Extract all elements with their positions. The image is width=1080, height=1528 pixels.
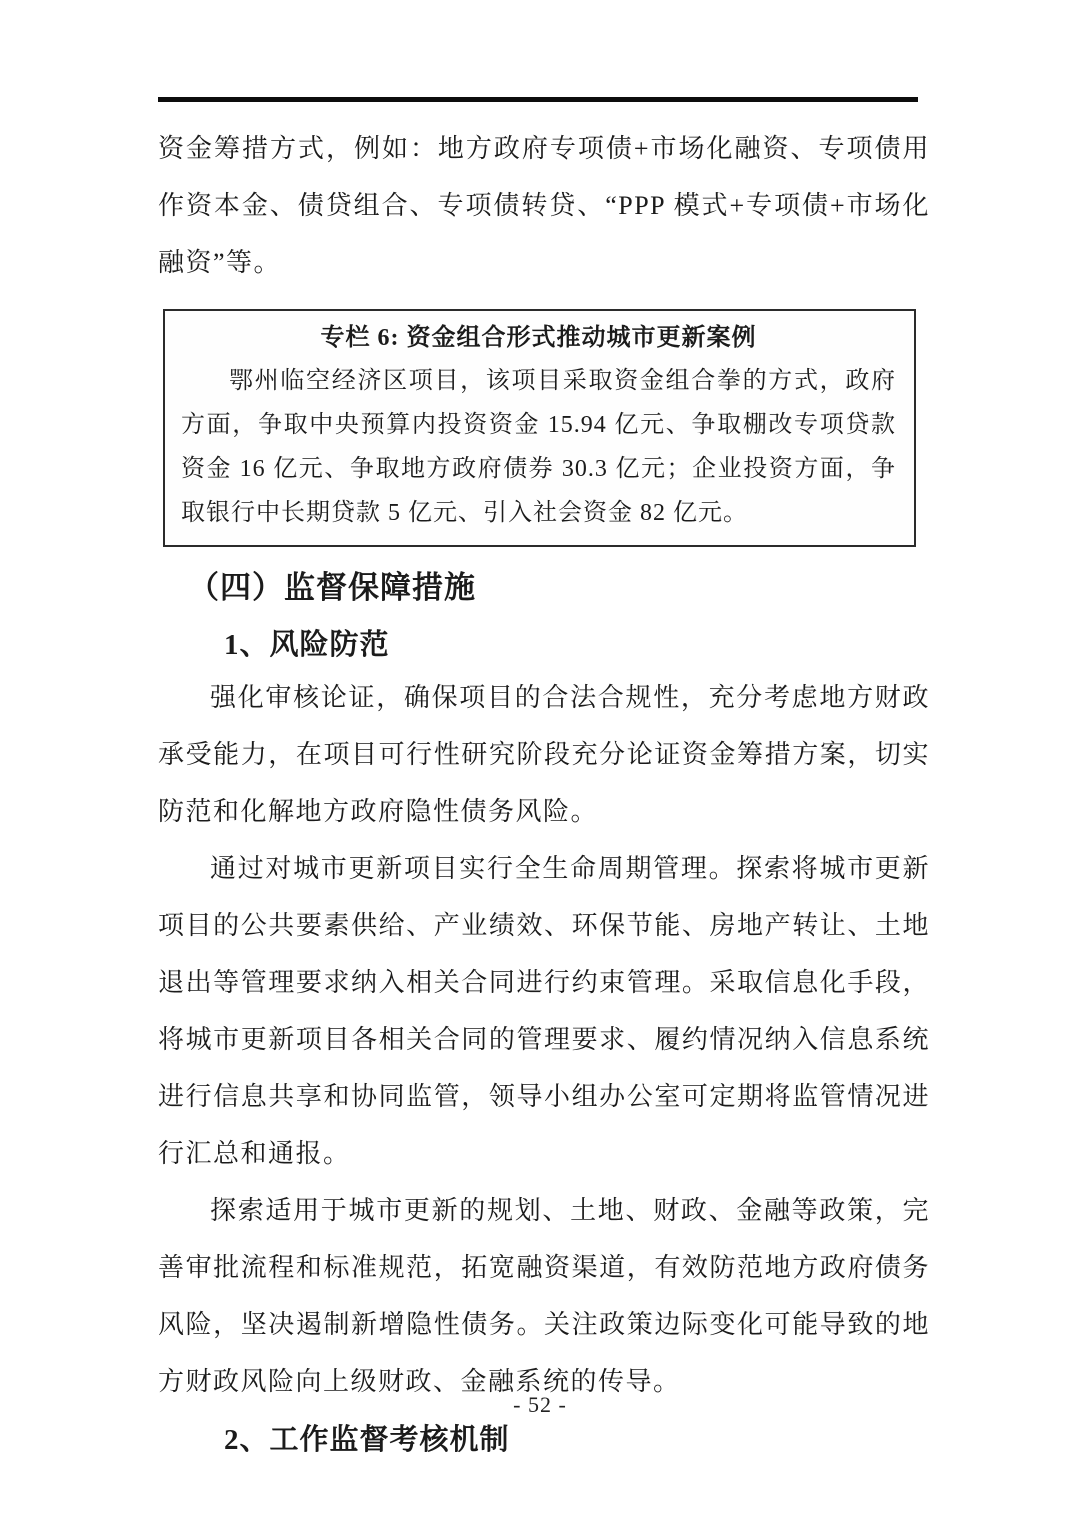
risk-paragraph-1: 强化审核论证，确保项目的合法合规性，充分考虑地方财政承受能力，在项目可行性研究阶段充分论证资金筹措方案，切实防范和化解地方政府隐性债务风险。 [158, 683, 930, 826]
page-number: - 52 - [513, 1392, 567, 1417]
callout-box-body: 鄂州临空经济区项目，该项目采取资金组合拳的方式，政府方面，争取中央预算内投资资金 15.94 亿元、争取棚改专项贷款资金 16 亿元、争取地方政府债券 30.3 亿元；企业投资方面，争取银行中长期贷款 5 亿元、引入社会资金 82 亿元。 [181, 368, 896, 526]
risk-paragraph-3: 探索适用于城市更新的规划、土地、财政、金融等政策，完善审批流程和标准规范，拓宽融资渠道，有效防范地方政府债务风险，坚决遏制新增隐性债务。关注政策边际变化可能导致的地方财政风险向上级财政、金融系统的传导。 [158, 1196, 930, 1396]
subsection-heading-supervision-assessment: 2、工作监督考核机制 [224, 1424, 510, 1456]
page-content [158, 120, 930, 1464]
subsection-heading-risk-prevention: 1、风险防范 [224, 629, 390, 661]
callout-box [163, 309, 916, 547]
section-heading-supervision-safeguards: （四）监督保障措施 [188, 570, 476, 605]
intro-paragraph: 资金筹措方式，例如：地方政府专项债+市场化融资、专项债用作资本金、债贷组合、专项债转贷、“PPP 模式+专项债+市场化融资”等。 [158, 134, 930, 277]
page-header-rule [158, 97, 918, 102]
callout-box-title: 专栏 6: 资金组合形式推动城市更新案例 [320, 325, 757, 351]
risk-paragraph-2: 通过对城市更新项目实行全生命周期管理。探索将城市更新项目的公共要素供给、产业绩效、环保节能、房地产转让、土地退出等管理要求纳入相关合同进行约束管理。采取信息化手段，将城市更新项目各相关合同的管理要求、履约情况纳入信息系统进行信息共享和协同监管，领导小组办公室可定期将监管情况进行汇总和通报。 [158, 854, 930, 1168]
